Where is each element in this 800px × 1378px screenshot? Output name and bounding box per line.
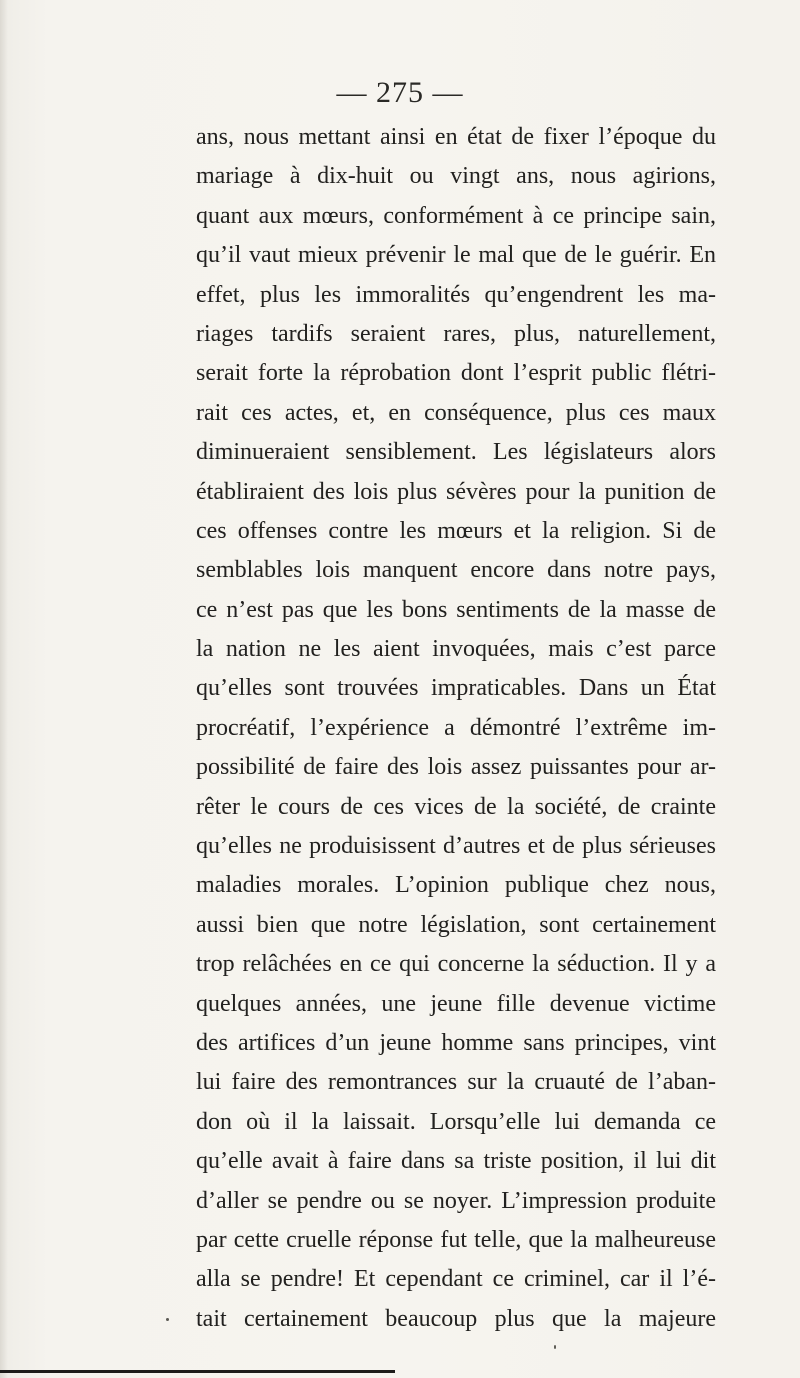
text-line: procréatif, l’expérience a démontré l’extrême im- xyxy=(196,714,716,741)
text-line: lui faire des remontrances sur la cruauté de l’aban- xyxy=(196,1069,716,1096)
text-line: qu’elles ne produisissent d’autres et de plus sérieuses xyxy=(196,833,716,860)
text-line: établiraient des lois plus sévères pour la punition de xyxy=(196,478,716,505)
text-line: rait ces actes, et, en conséquence, plus ces maux xyxy=(196,399,716,426)
text-line: mariage à dix-huit ou vingt ans, nous agirions, xyxy=(196,163,716,190)
text-line: possibilité de faire des lois assez puissantes pour ar- xyxy=(196,754,716,781)
text-line: rêter le cours de ces vices de la société, de crainte xyxy=(196,793,716,820)
page-gutter-shadow xyxy=(0,0,8,1378)
text-line: la nation ne les aient invoquées, mais c’est parce xyxy=(196,636,716,663)
text-line: ans, nous mettant ainsi en état de fixer l’époque du xyxy=(196,124,716,150)
text-line: effet, plus les immoralités qu’engendrent les ma- xyxy=(196,281,716,308)
text-line: maladies morales. L’opinion publique chez nous, xyxy=(196,872,716,899)
text-line: aussi bien que notre législation, sont certainement xyxy=(196,911,716,938)
text-line: ces offenses contre les mœurs et la religion. Si de xyxy=(196,517,716,544)
paper-speck xyxy=(166,1318,169,1321)
text-line: quelques années, une jeune fille devenue victime xyxy=(196,990,716,1017)
page-number: — 275 — xyxy=(336,76,464,109)
text-line: diminueraient sensiblement. Les législateurs alors xyxy=(196,439,716,466)
text-line: don où il la laissait. Lorsqu’elle lui demanda ce xyxy=(196,1108,716,1135)
text-line: d’aller se pendre ou se noyer. L’impression produite xyxy=(196,1187,716,1214)
text-line: quant aux mœurs, conformément à ce principe sain, xyxy=(196,202,716,229)
text-line: serait forte la réprobation dont l’esprit public flétri- xyxy=(196,360,716,387)
text-line: tait certainement beaucoup plus que la majeure xyxy=(196,1305,716,1332)
text-line: semblables lois manquent encore dans notre pays, xyxy=(196,557,716,584)
text-line: trop relâchées en ce qui concerne la séduction. Il y a xyxy=(196,951,716,978)
text-line: qu’elle avait à faire dans sa triste position, il lui dit xyxy=(196,1148,716,1175)
text-line: alla se pendre! Et cependant ce criminel, car il l’é- xyxy=(196,1266,716,1293)
text-line: riages tardifs seraient rares, plus, naturellement, xyxy=(196,320,716,347)
text-line: par cette cruelle réponse fut telle, que la malheureuse xyxy=(196,1226,716,1253)
text-line: qu’elles sont trouvées impraticables. Dans un État xyxy=(196,675,716,702)
text-line: ce n’est pas que les bons sentiments de la masse de xyxy=(196,596,716,623)
paper-speck xyxy=(554,1345,556,1349)
page-bottom-edge xyxy=(0,1370,395,1373)
text-line: des artifices d’un jeune homme sans principes, vint xyxy=(196,1029,716,1056)
text-line: qu’il vaut mieux prévenir le mal que de le guérir. En xyxy=(196,242,716,269)
body-text xyxy=(196,118,716,1339)
